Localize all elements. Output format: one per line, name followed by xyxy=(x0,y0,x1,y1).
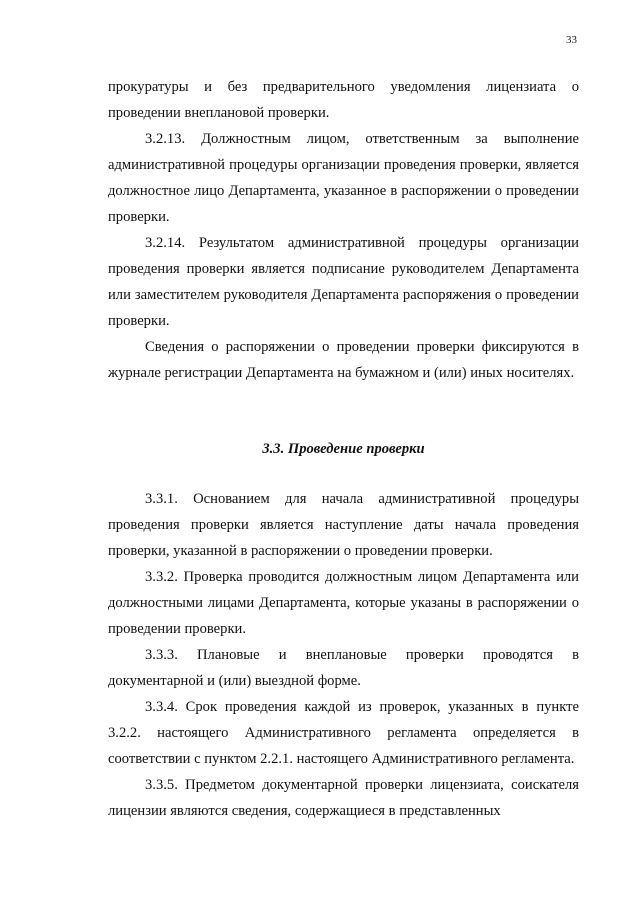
section-heading: 3.3. Проведение проверки xyxy=(262,441,425,457)
paragraph-3-3-4: 3.3.4. Срок проведения каждой из проверок, указанных в пункте 3.2.2. настоящего Административного регламента определяется в соответствии с пунктом 2.2.1. настоящего Административного регламента. xyxy=(108,699,579,767)
paragraph-3-3-1: 3.3.1. Основанием для начала административной процедуры проведения проверки является наступление даты начала проведения проверки, указанной в распоряжении о проведении проверки. xyxy=(108,491,579,559)
paragraph-3-3-5: 3.3.5. Предметом документарной проверки лицензиата, соискателя лицензии являются сведения, содержащиеся в представленных xyxy=(108,777,579,819)
paragraph-3-3-2: 3.3.2. Проверка проводится должностным лицом Департамента или должностными лицами Департамента, которые указаны в распоряжении о проведении проверки. xyxy=(108,569,579,637)
paragraph-order-records: Сведения о распоряжении о проведении проверки фиксируются в журнале регистрации Департамента на бумажном и (или) иных носителях. xyxy=(108,339,579,381)
text-block-after-heading xyxy=(108,486,579,824)
paragraph-3-2-13: 3.2.13. Должностным лицом, ответственным за выполнение административной процедуры организации проведения проверки, является должностное лицо Департамента, указанное в распоряжении о проведении проверки. xyxy=(108,131,579,225)
page-number: 33 xyxy=(566,34,577,46)
paragraph-continuation: прокуратуры и без предварительного уведомления лицензиата о проведении внеплановой проверки. xyxy=(108,79,579,121)
text-block-before-heading xyxy=(108,74,579,386)
paragraph-3-3-3: 3.3.3. Плановые и внеплановые проверки проводятся в документарной и (или) выездной форме. xyxy=(108,647,579,689)
paragraph-3-2-14: 3.2.14. Результатом административной процедуры организации проведения проверки является подписание руководителем Департамента или заместителем руководителя Департамента распоряжения о проведении проверки. xyxy=(108,235,579,329)
